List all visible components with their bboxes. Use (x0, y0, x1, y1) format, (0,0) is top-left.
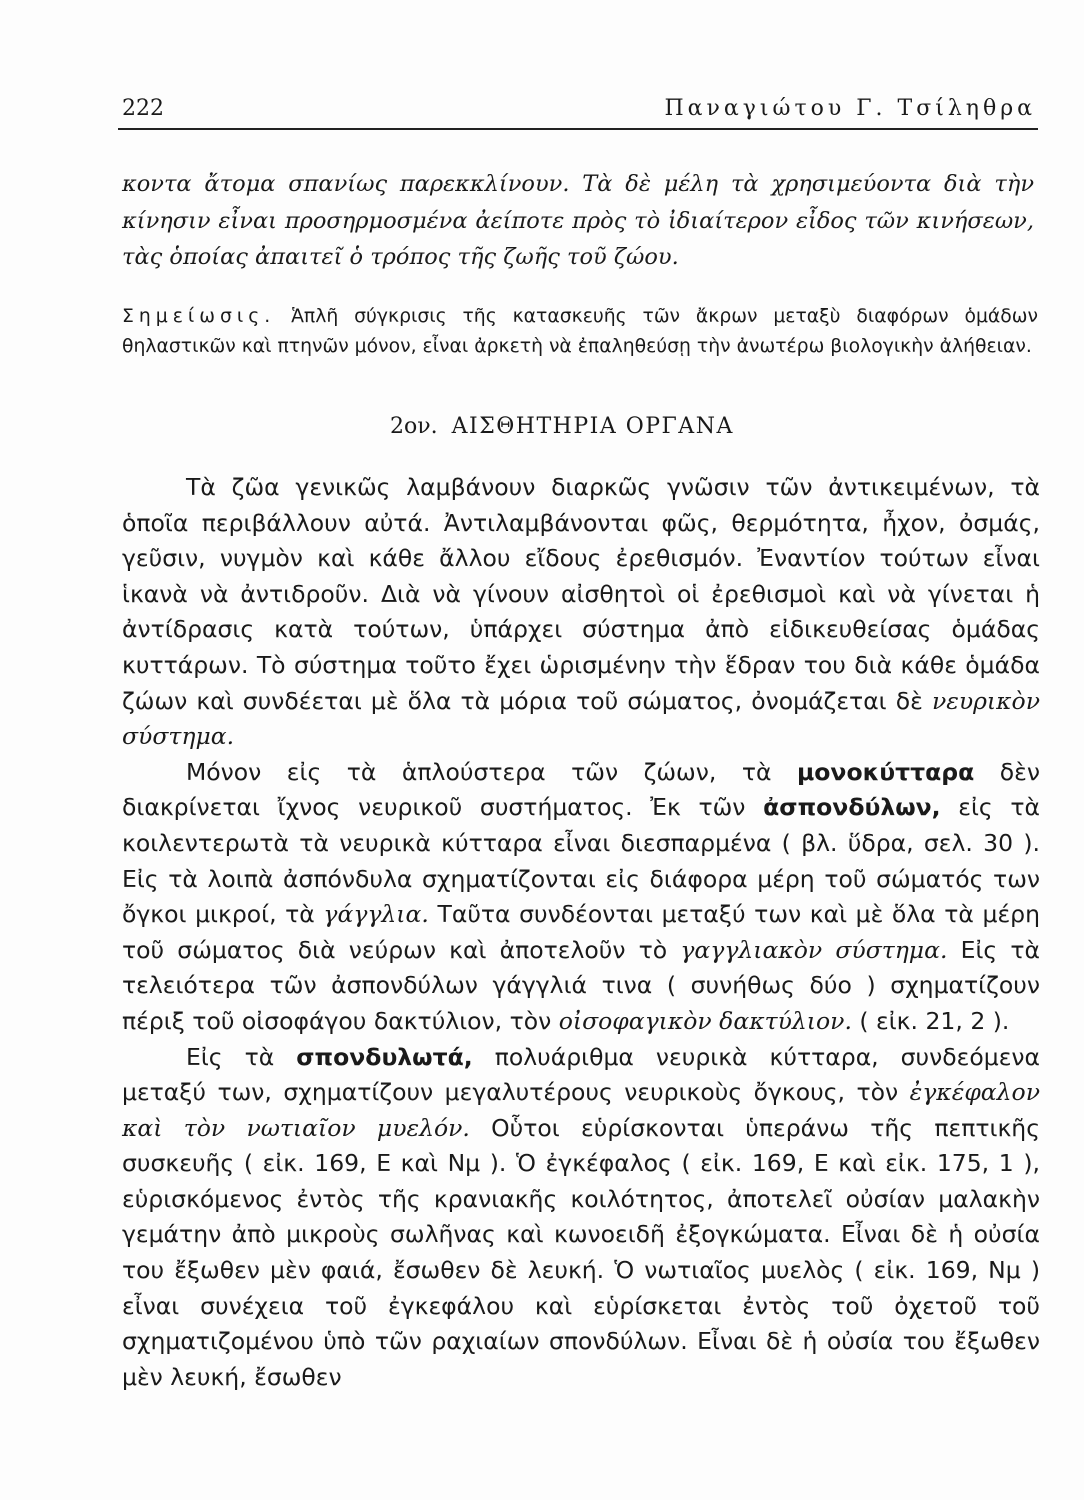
paragraph-1 (122, 470, 1040, 755)
bold-term: ἀσπονδύλων, (763, 793, 941, 822)
note-text: Ἁπλῆ σύγκρισις τῆς κατασκευῆς τῶν ἄκρων μεταξὺ διαφόρων ὁμάδων θηλαστικῶν καὶ πτηνῶν μόνον, εἶναι ἀρκετὴ νὰ ἐπαληθεύσῃ τὴν ἀνωτέρω βιολογικὴν ἀλήθειαν. (122, 306, 1038, 357)
paragraph-3 (122, 1040, 1040, 1396)
italic-term: οἰσοφαγικὸν δακτύλιον. (558, 1006, 852, 1035)
text-run: δὲν διακρίνεται ἴχνος νευρικοῦ συστήματος. Ἐκ τῶν (122, 757, 1040, 822)
italic-term: γαγγλιακὸν σύστημα. (680, 935, 948, 964)
bold-term: μονοκύτταρα (797, 757, 975, 786)
text-run: Μόνον εἰς τὰ ἁπλούστερα τῶν ζώων, τὰ (186, 757, 797, 786)
page-number: 222 (122, 96, 164, 121)
section-title: ΑΙΣΘΗΤΗΡΙΑ ΟΡΓΑΝΑ (451, 414, 734, 439)
text-run: Εἰς τὰ τελειότερα τῶν ἀσπονδύλων γάγγλιά τινα ( συνήθως δύο ) σχηματίζουν πέριξ τοῦ οἰσοφάγου δακτύλιον, τὸν (122, 935, 1041, 1035)
running-title-author: Παναγιώτου Γ. Τσίληθρα (664, 96, 1036, 121)
italic-term: νευρικὸν σύστημα. (122, 686, 1040, 751)
paragraph-2 (122, 755, 1040, 1040)
italic-term: ἐγκέφαλον καὶ τὸν νωτιαῖον μυελόν. (122, 1078, 1040, 1142)
body-text (122, 470, 1040, 1395)
text-run: Τὰ ζῶα γενικῶς λαμβάνουν διαρκῶς γνῶσιν τῶν ἀντικειμένων, τὰ ὁποῖα περιβάλλουν αὐτά. Ἀντιλαμβάνονται φῶς, θερμότητα, ἦχον, ὀσμάς, γεῦσιν, νυγμὸν καὶ κάθε ἄλλου εἴδους ἐρεθισμόν. Ἐναντίον τούτων εἶναι ἱκανὰ νὰ ἀντιδροῦν. Διὰ νὰ γίνουν αἰσθητοὶ οἱ ἐρεθισμοὶ καὶ νὰ γίνεται ἡ ἀντίδρασις κατὰ τούτων, ὑπάρχει σύστημα ἀπὸ εἰδικευθείσας ὁμάδας κυττάρων. Τὸ σύστημα τοῦτο ἔχει ὡρισμένην τὴν ἕδραν του διὰ κάθε ὁμάδα ζώων καὶ συνδέεται μὲ ὅλα τὰ μόρια τοῦ σώματος, ὀνομάζεται δὲ (122, 473, 1040, 715)
note-label: Σημείωσις. (122, 306, 276, 327)
running-header (118, 96, 1038, 130)
text-run: Ταῦτα συνδέονται μεταξύ των καὶ μὲ ὅλα τὰ μέρη τοῦ σώματος διὰ νεύρων καὶ ἀποτελοῦν τὸ (122, 900, 1040, 964)
section-number: 2ον. (390, 414, 438, 439)
text-run: Εἰς τὰ (186, 1042, 297, 1071)
text-run: εἰς τὰ κοιλεντερωτὰ τὰ νευρικὰ κύτταρα εἶναι διεσπαρμένα ( βλ. ὕδρα, σελ. 30 ). Εἰς τὰ λοιπὰ ἀσπόνδυλα σχηματίζονται εἰς διάφορα μέρη τοῦ σώματός των ὄγκοι μικροί, τὰ (122, 793, 1040, 929)
italic-term: γάγγλια. (323, 900, 429, 929)
text-run: ( εἰκ. 21, 2 ). (851, 1006, 1010, 1035)
italic-intro-paragraph: κοντα ἄτομα σπανίως παρεκκλίνουν. Τὰ δὲ μέλη τὰ χρησιμεύοντα διὰ τὴν κίνησιν εἶναι προσηρμοσμένα ἀείποτε πρὸς τὸ ἰδιαίτερον εἶδος τῶν κινήσεων, τὰς ὁποίας ἀπαιτεῖ ὁ τρόπος τῆς ζωῆς τοῦ ζώου. (122, 171, 1034, 270)
bold-term: σπονδυλωτά, (296, 1042, 473, 1071)
text-run: Οὗτοι εὑρίσκονται ὑπεράνω τῆς πεπτικῆς συσκευῆς ( εἰκ. 169, Ε καὶ Νμ ). Ὁ ἐγκέφαλος ( εἰκ. 169, Ε καὶ εἰκ. 175, 1 ), εὑρισκόμενος ἐντὸς τῆς κρανιακῆς κοιλότητος, ἀποτελεῖ οὐσίαν μαλακὴν γεμάτην ἀπὸ μικροὺς σωλῆνας καὶ κωνοειδῆ ἐξογκώματα. Εἶναι δὲ ἡ οὐσία του ἔξωθεν μὲν φαιά, ἔσωθεν δὲ λευκή. Ὁ νωτιαῖος μυελὸς ( εἰκ. 169, Νμ ) εἶναι συνέχεια τοῦ ἐγκεφάλου καὶ εὑρίσκεται ἐντὸς τοῦ ὀχετοῦ τοῦ σχηματιζομένου ὑπὸ τῶν ραχιαίων σπονδύλων. Εἶναι δὲ ἡ οὐσία του ἔξωθεν μὲν λευκή, ἔσωθεν (122, 1113, 1040, 1391)
text-run: πολυάριθμα νευρικὰ κύτταρα, συνδεόμενα μεταξύ των, σχηματίζουν μεγαλυτέρους νευρικοὺς ὄγκους, τὸν (122, 1042, 1041, 1107)
note-paragraph (122, 302, 1038, 362)
section-heading (390, 414, 734, 439)
